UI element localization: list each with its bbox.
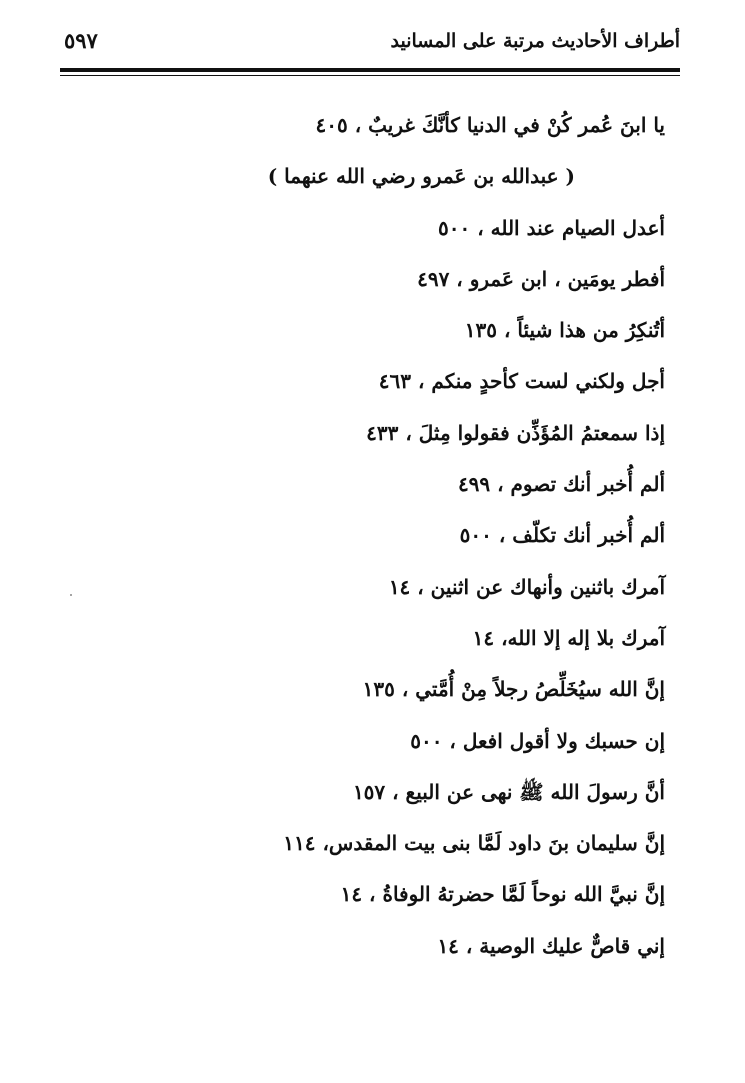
running-head	[60, 26, 680, 66]
index-entry: ألم أُخبر أنك تصوم ، ٤٩٩	[457, 472, 665, 497]
scan-speck	[70, 594, 72, 596]
narrator-section-heading: ( عبدالله بن عَمرو رضي الله عنهما )	[267, 164, 575, 189]
index-entry: إني قاصٌّ عليك الوصية ، ١٤	[437, 933, 665, 958]
index-entry: إنَّ سليمان بنَ داود لَمَّا بنى بيت المقدس، ١١٤	[283, 831, 665, 856]
page-number: ٥٩٧	[64, 28, 98, 53]
index-entry: آمرك بلا إله إلا الله، ١٤	[472, 625, 665, 650]
index-entry: ألم أُخبر أنك تكلّف ، ٥٠٠	[459, 523, 665, 548]
header-rule-thin	[60, 75, 680, 76]
index-entry: أتُنكِرُ من هذا شيئاً ، ١٣٥	[464, 318, 665, 343]
index-entry: أفطر يومَين ، ابن عَمرو ، ٤٩٧	[417, 266, 665, 291]
index-entry: أنَّ رسولَ الله ﷺ نهى عن البيع ، ١٥٧	[352, 779, 665, 804]
index-entry: إذا سمعتمُ المُؤَذِّن فقولوا مِثلَ ، ٤٣٣	[366, 420, 665, 445]
hadith-index-list	[105, 100, 665, 972]
index-entry: أعدل الصيام عند الله ، ٥٠٠	[438, 215, 665, 240]
index-entry: إنَّ نبيَّ الله نوحاً لَمَّا حضرتهُ الوفاةُ ، ١٤	[340, 882, 665, 907]
index-entry: إن حسبك ولا أقول افعل ، ٥٠٠	[410, 728, 665, 753]
index-entry: آمرك باثنين وأنهاك عن اثنين ، ١٤	[388, 574, 665, 599]
header-rule-thick	[60, 68, 680, 72]
index-entry: أجل ولكني لست كأحدٍ منكم ، ٤٦٣	[378, 369, 665, 394]
index-entry: يا ابنَ عُمر كُنْ في الدنيا كأنَّكَ غريبٌ ، ٤٠٥	[315, 113, 665, 137]
index-entry: إنَّ الله سيُخَلِّصُ رجلاً مِنْ أُمَّتي ، ١٣٥	[362, 677, 665, 702]
running-title: أطراف الأحاديث مرتبة على المسانيد	[390, 30, 680, 52]
